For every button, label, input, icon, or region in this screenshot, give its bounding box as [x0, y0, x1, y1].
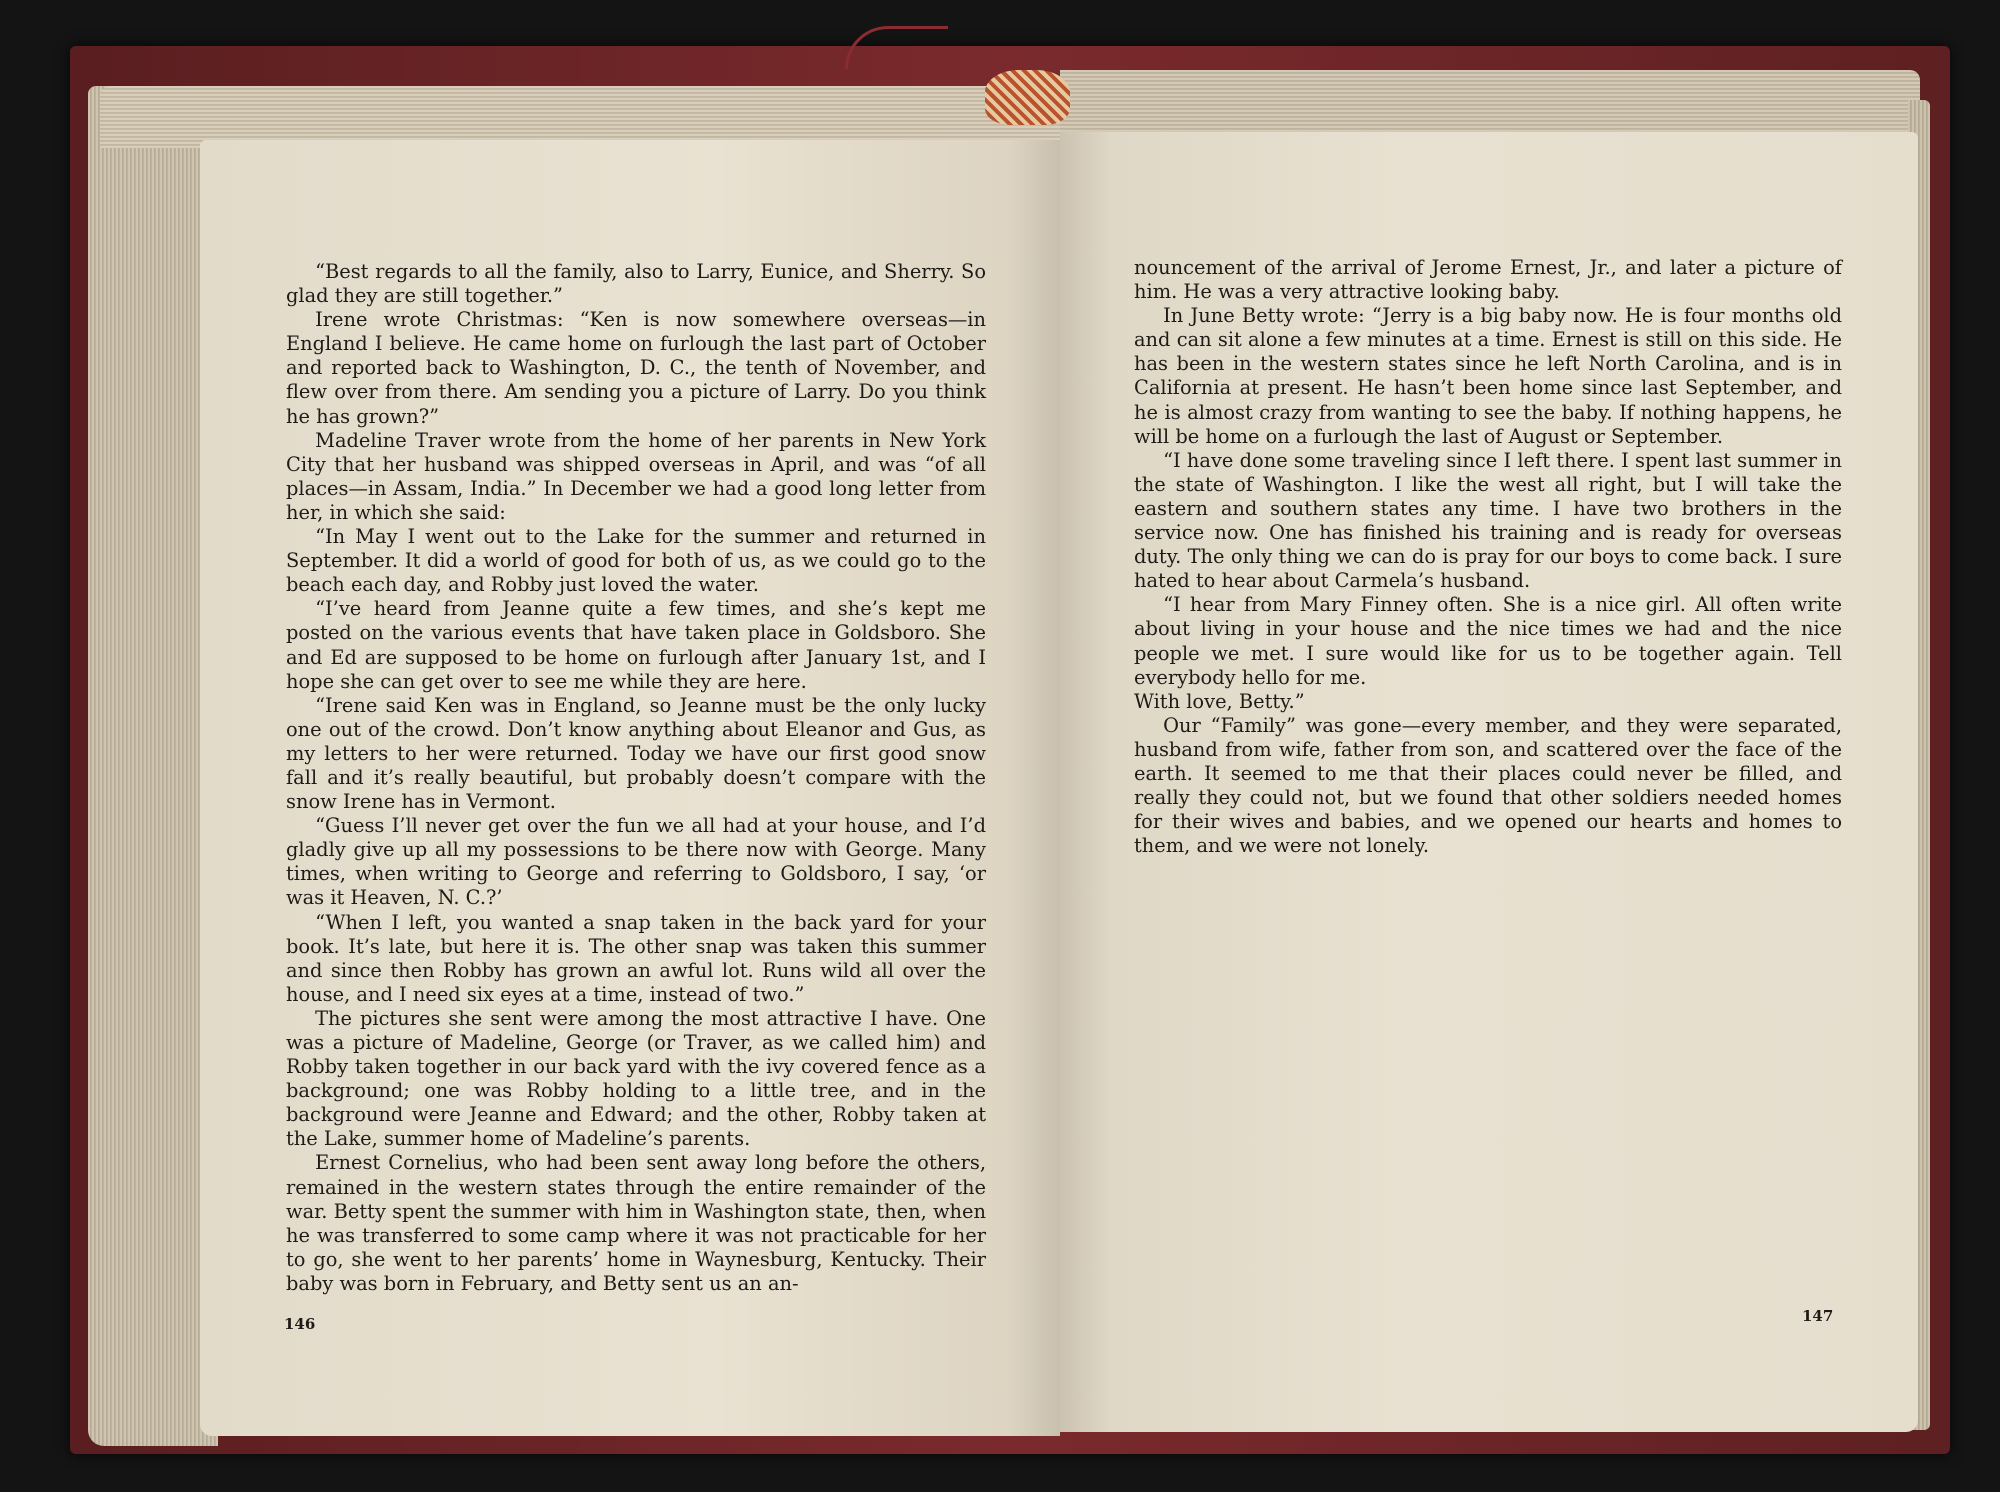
right-page-text [1134, 256, 1842, 858]
paragraph: “I’ve heard from Jeanne quite a few times, and she’s kept me posted on the various events that have taken place in Goldsboro. She and Ed are supposed to be home on furlough after January 1st, and I hope she can get over to see me while they are here. [286, 597, 986, 693]
paragraph: “In May I went out to the Lake for the summer and returned in September. It did a world of good for both of us, as we could go to the beach each day, and Robby just loved the water. [286, 525, 986, 597]
page-number-left: 146 [284, 1315, 316, 1333]
paragraph: Ernest Cornelius, who had been sent away long before the others, remained in the western states through the entire remainder of the war. Betty spent the summer with him in Washington state, then, when he was transferred to some camp where it was not practicable for her to go, she went to her parents’ home in Waynesburg, Kentucky. Their baby was born in February, and Betty sent us an an- [286, 1151, 986, 1295]
left-page-text [286, 260, 986, 1296]
page-edges-top-right [1060, 70, 1920, 140]
page-edges-top-left [100, 86, 1060, 148]
page-edges-left [88, 86, 218, 1446]
right-page [1060, 132, 1918, 1432]
paragraph: “When I left, you wanted a snap taken in the back yard for your book. It’s late, but here it is. The other snap was taken this summer and since then Robby has grown an awful lot. Runs wild all over the house, and I need six eyes at a time, instead of two.” [286, 910, 986, 1006]
bookmark-thread [845, 26, 948, 69]
paragraph: In June Betty wrote: “Jerry is a big baby now. He is four months old and can sit alone a few minutes at a time. Ernest is still on this side. He has been in the western states since he left North Carolina, and is in California at present. He hasn’t been home since last September, and he is almost crazy from wanting to see the baby. If nothing happens, he will be home on a furlough the last of August or September. [1134, 304, 1842, 448]
paragraph: “Irene said Ken was in England, so Jeanne must be the only lucky one out of the crowd. Don’t know anything about Eleanor and Gus, as my letters to her were returned. Today we have our first good snow fall and it’s really beautiful, but probably doesn’t compare with the snow Irene has in Vermont. [286, 693, 986, 814]
paragraph: The pictures she sent were among the most attractive I have. One was a picture of Madeline, George (or Traver, as we called him) and Robby taken together in our back yard with the ivy covered fence as a background; one was Robby holding to a little tree, and in the background were Jeanne and Edward; and the other, Robby taken at the Lake, summer home of Madeline’s parents. [286, 1006, 986, 1151]
paragraph: Madeline Traver wrote from the home of her parents in New York City that her husband was shipped overseas in April, and was “of all places—in Assam, India.” In December we had a good long letter from her, in which she said: [286, 428, 986, 524]
left-page [200, 140, 1060, 1436]
paragraph: “Guess I’ll never get over the fun we all had at your house, and I’d gladly give up all my possessions to be there now with George. Many times, when writing to George and referring to Goldsboro, I say, ‘or was it Heaven, N. C.?’ [286, 814, 986, 910]
page-number-right: 147 [1802, 1307, 1834, 1325]
paragraph: Irene wrote Christmas: “Ken is now somewhere overseas—in England I believe. He came home on furlough the last part of October and reported back to Washington, D. C., the tenth of November, and flew over from there. Am sending you a picture of Larry. Do you think he has grown?” [286, 308, 986, 428]
paragraph-continuation: nouncement of the arrival of Jerome Ernest, Jr., and later a picture of him. He was a very attractive looking baby. [1134, 256, 1842, 304]
letter-signoff: With love, Betty.” [1134, 689, 1305, 713]
paragraph: Our “Family” was gone—every member, and they were separated, husband from wife, father from son, and scattered over the face of the earth. It seemed to me that their places could never be filled, and really they could not, but we found that other soldiers needed homes for their wives and babies, and we opened our hearts and homes to them, and we were not lonely. [1134, 713, 1842, 858]
paragraph: “I hear from Mary Finney often. She is a nice girl. All often write about living in your house and the nice times we had and the nice people we met. I sure would like for us to be together again. Tell everybody hello for me. [1134, 593, 1842, 689]
headband [985, 70, 1070, 125]
paragraph: “Best regards to all the family, also to Larry, Eunice, and Sherry. So glad they are still together.” [286, 260, 986, 308]
paragraph: “I have done some traveling since I left there. I spent last summer in the state of Washington. I like the west all right, but I will take the eastern and southern states any time. I have two brothers in the service now. One has finished his training and is ready for overseas duty. The only thing we can do is pray for our boys to come back. I sure hated to hear about Carmela’s husband. [1134, 448, 1842, 593]
